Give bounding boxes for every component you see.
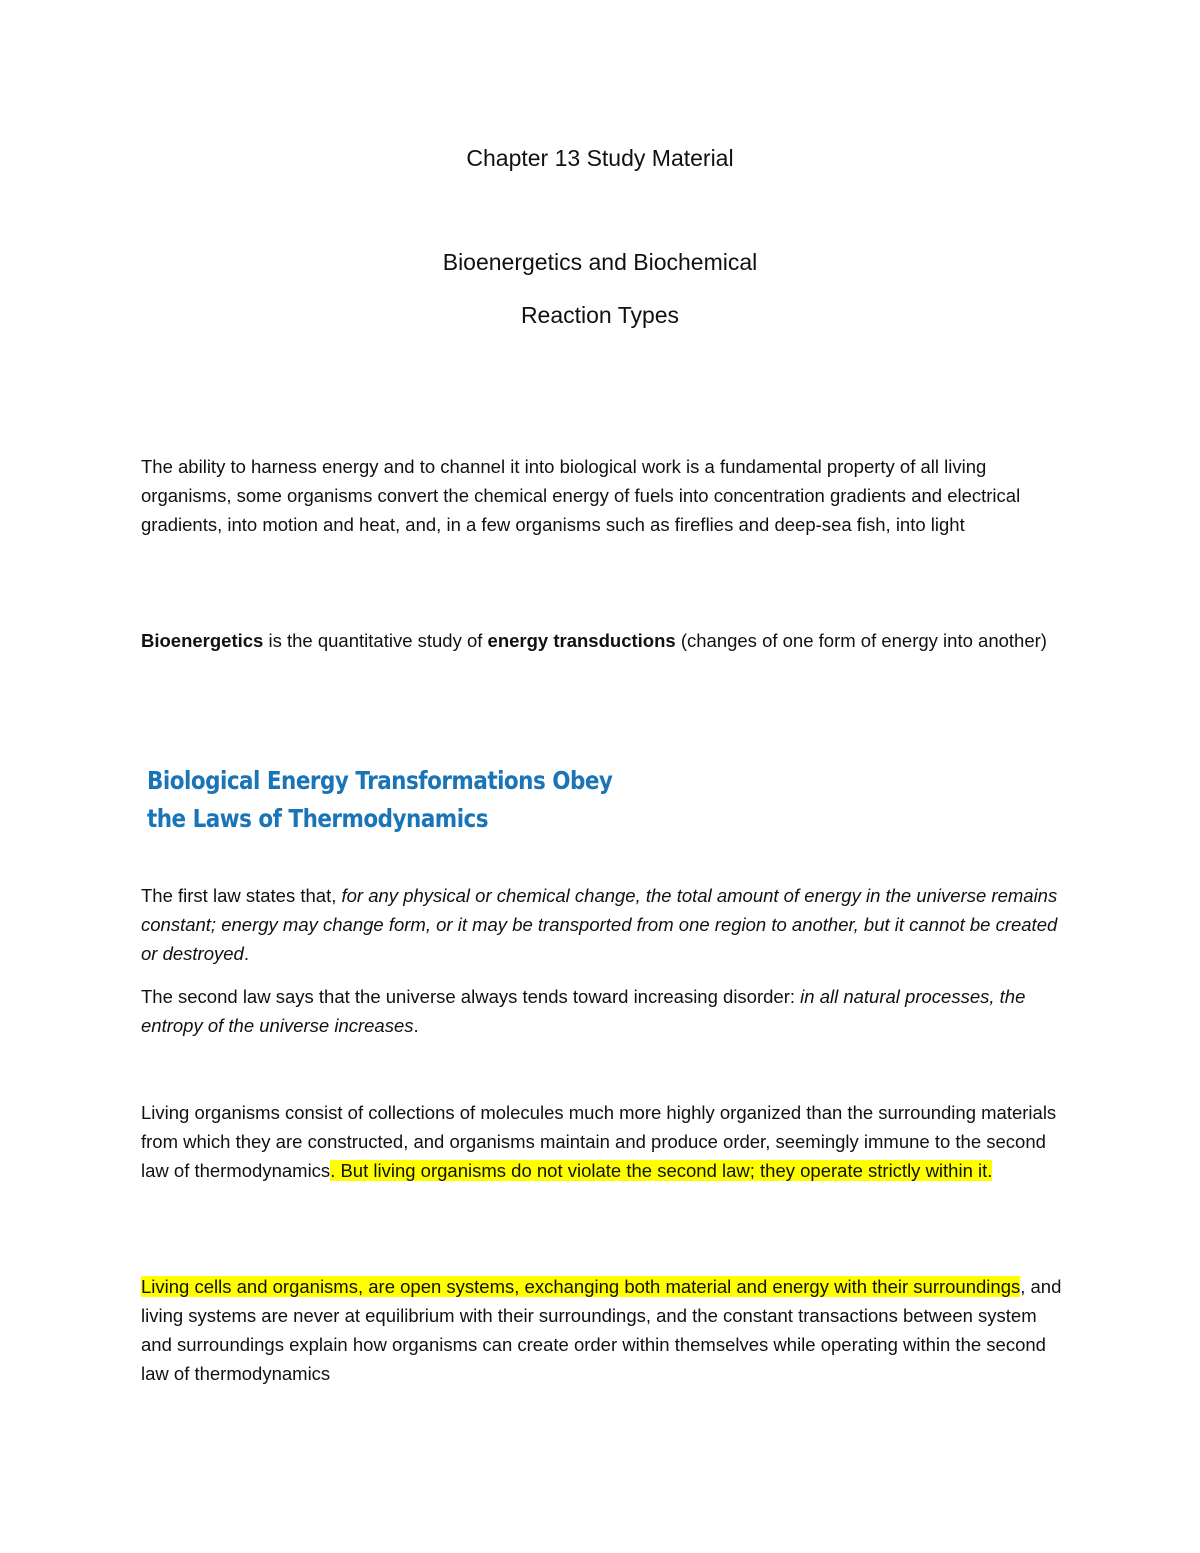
second-law-end: .: [413, 1015, 419, 1036]
living-organisms-text: Living organisms consist of collections of molecules much more highly organized than the surrounding materials from which they are constructed, and organisms maintain and produce order, seemingly immune to the second law of thermodynamics: [141, 1102, 1057, 1181]
term-energy-transductions: energy transductions: [487, 630, 676, 651]
definition-text-2: (changes of one form of energy into another): [675, 630, 1047, 651]
section-heading-line2: the Laws of Thermodynamics: [147, 804, 489, 833]
definition-text-1: is the quantitative study of: [263, 630, 488, 651]
section-heading: [147, 762, 749, 838]
second-law-lead: The second law says that the universe always tends toward increasing disorder:: [141, 986, 801, 1007]
bioenergetics-definition: [141, 626, 1071, 655]
first-law-statement: for any physical or chemical change, the total amount of energy in the universe remains constant; energy may change form, or it may be transported from one region to another, but it cannot be created or destroyed: [141, 885, 1058, 964]
second-law-statement: in all natural processes, the entropy of the universe increases: [141, 986, 1026, 1036]
section-heading-line1: Biological Energy Transformations Obey: [147, 766, 613, 795]
open-systems-paragraph: [141, 1272, 1071, 1388]
document-subtitle-line2: Reaction Types: [520, 302, 680, 328]
first-law-paragraph: [141, 881, 1071, 968]
highlighted-open-systems-text: Living cells and organisms, are open systems, exchanging both material and energy with their surroundings: [141, 1276, 1021, 1297]
document-title: Chapter 13 Study Material: [466, 145, 734, 171]
intro-paragraph: [141, 452, 1071, 539]
first-law-end: .: [243, 943, 249, 964]
document-subtitle-line1: Bioenergetics and Biochemical: [442, 249, 758, 275]
intro-paragraph-text: The ability to harness energy and to channel it into biological work is a fundamental property of all living organisms, some organisms convert the chemical energy of fuels into concentration gradients and electrical gradients, into motion and heat, and, in a few organisms such as fireflies and deep-sea fish, into light: [141, 456, 1021, 535]
open-systems-text: , and living systems are never at equilibrium with their surroundings, and the constant transactions between system and surroundings explain how organisms can create order within themselves while operating within the second law of thermodynamics: [141, 1276, 1062, 1384]
second-law-paragraph: [141, 982, 1071, 1040]
term-bioenergetics: Bioenergetics: [141, 630, 264, 651]
living-organisms-paragraph: [141, 1098, 1071, 1185]
highlighted-second-law-text: . But living organisms do not violate the second law; they operate strictly within it.: [330, 1160, 993, 1181]
first-law-lead: The first law states that,: [141, 885, 342, 906]
